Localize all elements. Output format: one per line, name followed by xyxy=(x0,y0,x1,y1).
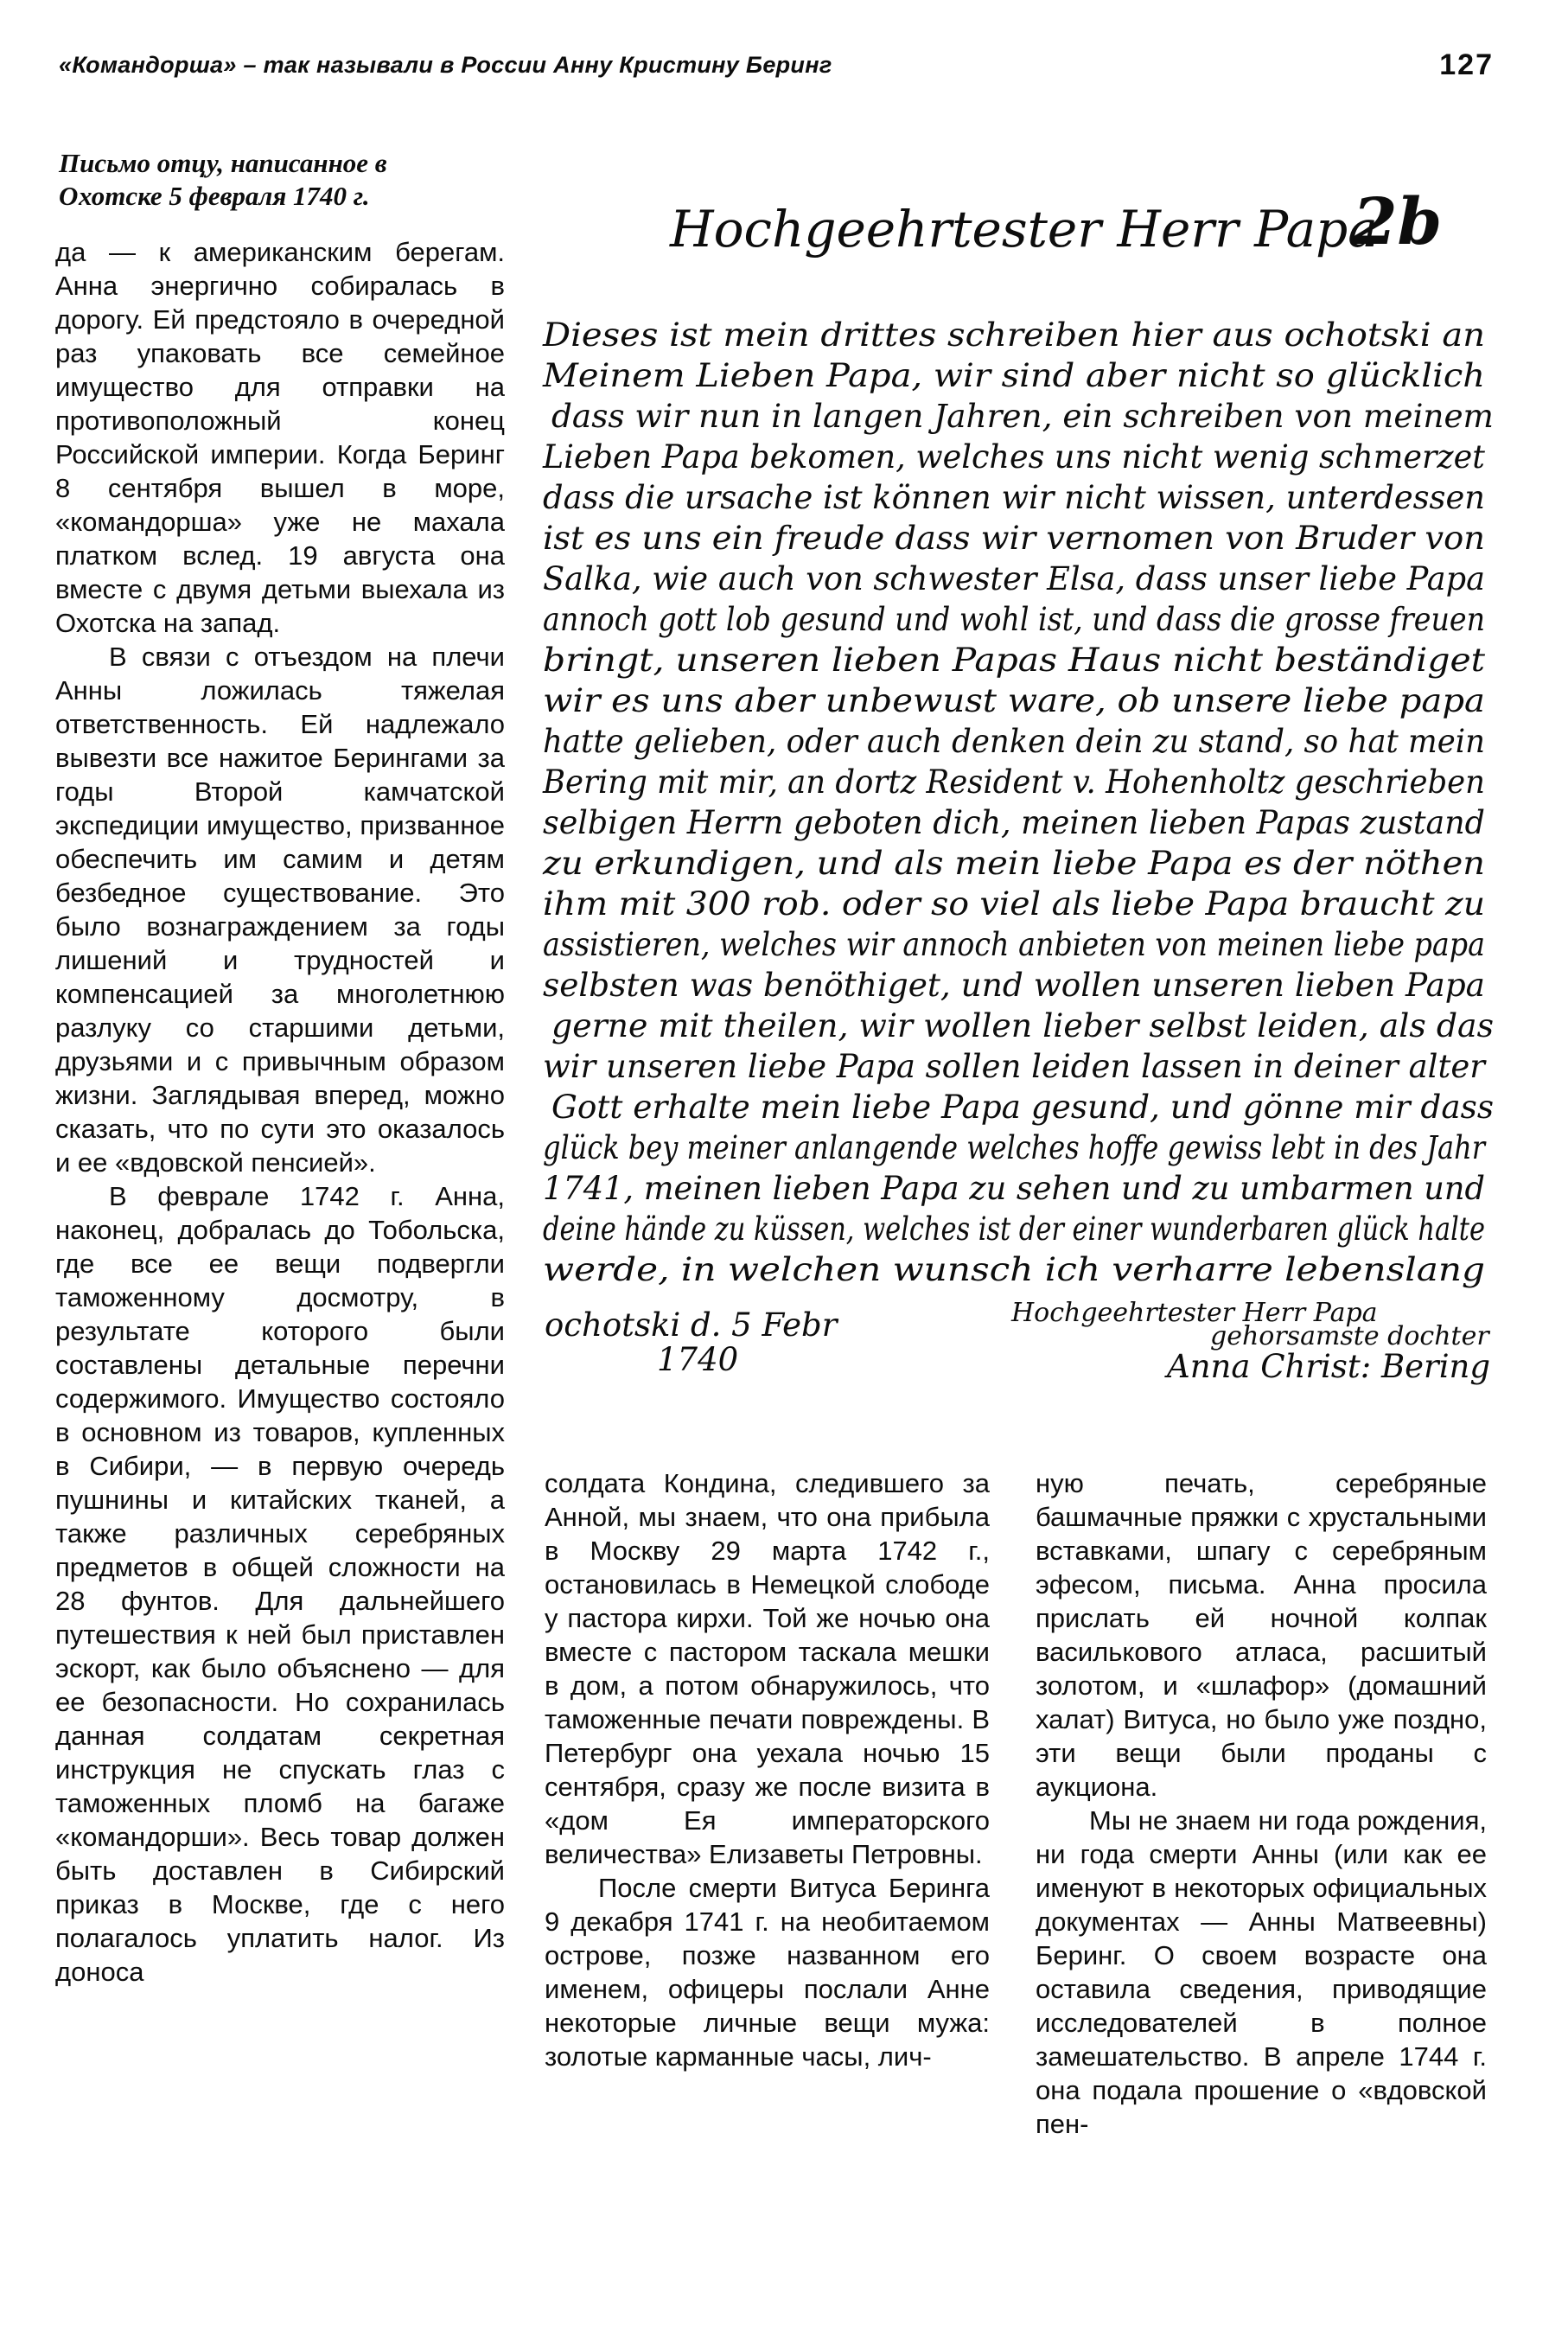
letter-line: gerne mit theilen, wir wollen lieber selbst leiden, als das xyxy=(551,1007,1494,1044)
paragraph: Мы не знаем ни года рождения, ни года смерти Анны (или как ее именуют в некоторых официальных документах — Анны Матвеевны) Беринг. О своем возрасте она оставила сведения, приводящие исследователей в полное замешательство. В апреле 1744 г. она подала прошение о «вдовской пен- xyxy=(1036,1805,1487,2139)
handwritten-letter-image xyxy=(527,173,1521,1409)
middle-text-column xyxy=(545,1466,990,2073)
paragraph: После смерти Витуса Беринга 9 декабря 1741 г. на необитаемом острове, позже названном его именем, офицеры послали Анне некоторые личные вещи мужа: золотые карманные часы, лич- xyxy=(545,1873,990,2072)
running-title: «Командорша» – так называли в России Анну Кристину Беринг xyxy=(59,52,832,78)
letter-line: dass wir nun in langen Jahren, ein schreiben von meinem xyxy=(551,398,1494,435)
archive-number: 2b xyxy=(1353,185,1443,259)
letter-line: selbigen Herrn geboten dich, meinen lieben Papas zustand xyxy=(543,804,1485,841)
letter-salutation: Hochgeehrtester Herr Papa xyxy=(670,200,1378,259)
page-header xyxy=(59,48,1494,90)
letter-year: 1740 xyxy=(657,1341,739,1378)
letter-line: bringt, unseren lieben Papas Haus nicht beständiget xyxy=(543,642,1486,679)
letter-line: 1741, meinen lieben Papa zu sehen und zu umbarmen und xyxy=(543,1170,1485,1207)
letter-line: annoch gott lob gesund und wohl ist, und dass die grosse freuen xyxy=(543,601,1485,638)
letter-line: ist es uns ein freude dass wir vernomen von Bruder von xyxy=(543,520,1485,557)
letter-line: Salka, wie auch von schwester Elsa, dass unser liebe Papa xyxy=(543,560,1485,597)
letter-line: Dieses ist mein drittes schreiben hier aus ochotski an xyxy=(541,316,1485,354)
letter-line: Meinem Lieben Papa, wir sind aber nicht so glücklich xyxy=(541,357,1485,394)
letter-line: wir unseren liebe Papa sollen leiden lassen in deiner alter xyxy=(543,1048,1488,1085)
letter-line: dass die ursache ist können wir nicht wissen, unterdessen xyxy=(543,479,1485,516)
page-number: 127 xyxy=(1439,48,1494,81)
letter-closing: Hochgeehrtester Herr Papa xyxy=(1011,1298,1378,1328)
letter-line: ihm mit 300 rob. oder so viel als liebe Papa braucht zu xyxy=(543,885,1485,923)
letter-line: hatte gelieben, oder auch denken dein zu stand, so hat mein xyxy=(543,723,1485,760)
figure-caption: Письмо отцу, написанное в Охотске 5 февраля 1740 г. xyxy=(59,148,387,211)
letter-body xyxy=(542,316,1494,1288)
letter-line: Gott erhalte mein liebe Papa gesund, und gönne mir dass xyxy=(551,1089,1494,1126)
letter-signature: Anna Christ: Bering xyxy=(1167,1348,1491,1385)
letter-closing-2: gehorsamste dochter xyxy=(1210,1321,1489,1351)
right-text-column xyxy=(1036,1466,1487,2141)
paragraph: В феврале 1742 г. Анна, наконец, добралась до Тобольска, где все ее вещи подвергли таможенному досмотру, в результате которого были составлены детальные перечни содержимого. Имущество состояло в основном из товаров, купленных в Сибири, — в первую очередь пушнины и китайских тканей, а также различных серебряных предметов в общей сложности на 28 фунтов. Для дальнейшего путешествия к ней был приставлен эскорт, как было объяснено — для ее безопасности. Но сохранилась данная солдатам секретная инструкция не спускать глаз с таможенных пломб на багаже «командорши». Весь товар должен быть доставлен в Сибирский приказ в Москве, где с него полагалось уплатить налог. Из доноса xyxy=(55,1181,505,1987)
paragraph: солдата Кондина, следившего за Анной, мы знаем, что она прибыла в Москву 29 марта 1742 г., остановилась в Немецкой слободе у пастора кирхи. Той же ночью она вместе с пастором таскала мешки в дом, а потом обнаружилось, что таможенные печати повреждены. В Петербург она уехала ночью 15 сентября, сразу же после визита в «дом Ея императорского величества» Елизаветы Петровны. xyxy=(545,1468,990,1869)
paragraph: да — к американским берегам. Анна энергично собиралась в дорогу. Ей предстояло в очередной раз упаковать все семейное имущество для отправки на противоположный конец Российской империи. Когда Беринг 8 сентября вышел в море, «командорша» уже не махала платком вслед. 19 августа она вместе с двумя детьми выехала из Охотска на запад. xyxy=(55,237,505,638)
letter-line: wir es uns aber unbewust ware, ob unsere liebe papa xyxy=(543,682,1485,719)
letter-line: werde, in welchen wunsch ich verharre lebenslang xyxy=(543,1251,1485,1288)
paragraph: ную печать, серебряные башмачные пряжки с хрустальными вставками, шпагу с серебряным эфесом, письма. Анна просила прислать ей ночной колпак василькового атласа, расшитый золотом, и «шлафор» (домашний халат) Витуса, но было уже поздно, эти вещи были проданы с аукциона. xyxy=(1036,1468,1487,1802)
letter-line: deine hände zu küssen, welches ist der einer wunderbaren glück halte xyxy=(543,1210,1485,1248)
letter-place-date: ochotski d. 5 Febr xyxy=(545,1306,838,1344)
letter-line: Lieben Papa bekomen, welches uns nicht wenig schmerzet xyxy=(542,438,1486,476)
left-text-column xyxy=(55,235,505,1989)
letter-line: assistieren, welches wir annoch anbieten von meinen liebe papa xyxy=(543,926,1485,963)
letter-line: zu erkundigen, und als mein liebe Papa es der nöthen xyxy=(541,845,1486,882)
letter-line: glück bey meiner anlangende welches hoffe gewiss lebt in des Jahr xyxy=(543,1129,1487,1166)
letter-facsimile xyxy=(527,173,1521,1409)
letter-line: Bering mit mir, an dortz Resident v. Hohenholtz geschrieben xyxy=(542,763,1485,801)
paragraph: В связи с отъездом на плечи Анны ложилась тяжелая ответственность. Ей надлежало вывезти все нажитое Берингами за годы Второй камчатской экспедиции имущество, призванное обеспечить им самим и детям безбедное существование. Это было вознаграждением за годы лишений и трудностей и компенсацией за многолетнюю разлуку со старшими детьми, друзьями и с привычным образом жизни. Заглядывая вперед, можно сказать, что по сути это оказалось и ее «вдовской пенсией». xyxy=(55,642,505,1178)
letter-line: selbsten was benöthiget, und wollen unseren lieben Papa xyxy=(543,967,1485,1004)
